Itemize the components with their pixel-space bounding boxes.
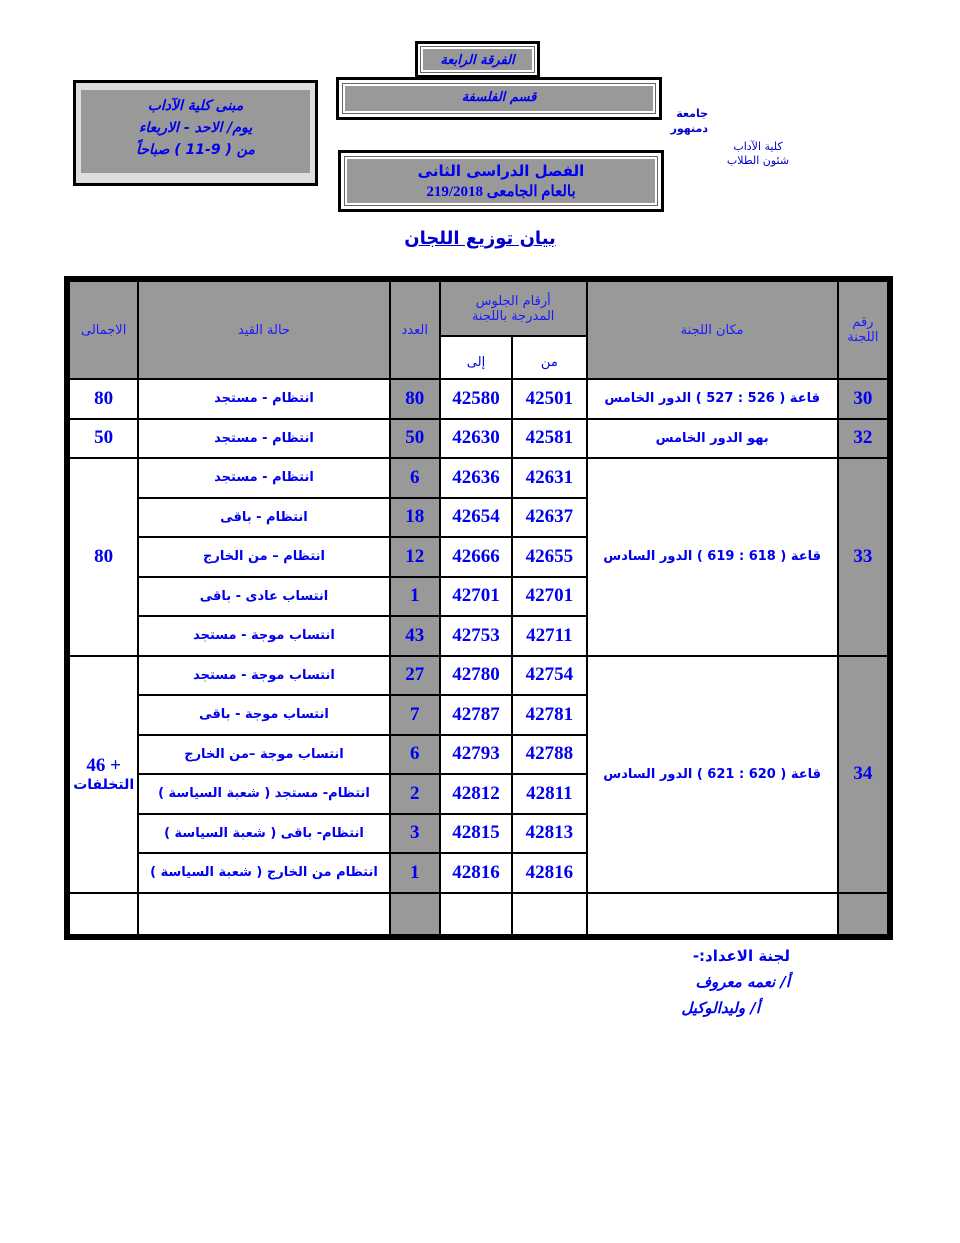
total: 80 xyxy=(70,459,137,655)
table-row xyxy=(70,459,887,497)
faculty-name xyxy=(718,140,798,168)
seat-from: 42781 xyxy=(513,696,585,734)
count: 50 xyxy=(391,420,439,458)
empty-cell xyxy=(839,894,887,934)
seat-to: 42787 xyxy=(441,696,511,734)
department-label: قسم الفلسفة xyxy=(343,84,655,113)
enrollment-status: انتظام - مستجد xyxy=(139,380,388,418)
venue-box xyxy=(73,80,318,186)
empty-cell xyxy=(588,894,837,934)
total: 50 xyxy=(70,420,137,458)
count: 7 xyxy=(391,696,439,734)
seat-from: 42631 xyxy=(513,459,585,497)
semester-box xyxy=(338,150,664,212)
seat-to: 42630 xyxy=(441,420,511,458)
header-row-1 xyxy=(70,282,887,335)
committee-no: 33 xyxy=(839,459,887,655)
committee-distribution-table xyxy=(64,276,893,940)
count: 2 xyxy=(391,775,439,813)
seat-to: 42753 xyxy=(441,617,511,655)
seat-from: 42813 xyxy=(513,815,585,853)
seat-to: 42654 xyxy=(441,499,511,537)
count: 18 xyxy=(391,499,439,537)
preparation-committee xyxy=(681,943,790,1021)
enrollment-status: انتظام- باقى ( شعبة السياسة ) xyxy=(139,815,388,853)
header-from: من xyxy=(513,337,585,378)
semester-line2: بالعام الجامعى 219/2018 xyxy=(426,184,576,200)
empty-cell xyxy=(70,894,137,934)
total-line2: التخلفات xyxy=(73,777,135,793)
seat-to: 42780 xyxy=(441,657,511,695)
enrollment-status: انتساب موجة - مستجد xyxy=(139,617,388,655)
seat-to: 42793 xyxy=(441,736,511,774)
preparation-member-1: أ/ نعمه معروف xyxy=(695,973,790,991)
count: 6 xyxy=(391,736,439,774)
venue-info xyxy=(81,90,310,173)
header-enrollment-status: حالة القيد xyxy=(139,282,388,378)
committee-place: قاعة ( 526 : 527 ) الدور الخامس xyxy=(588,380,837,418)
header-to: إلى xyxy=(441,337,511,378)
venue-line3: من ( 9-11 ) صباحاً xyxy=(136,142,255,158)
university-line2: دمنهور xyxy=(670,122,708,135)
header-seat-numbers: أرقام الجلوس المدرجة باللجنة xyxy=(441,282,586,335)
count: 1 xyxy=(391,578,439,616)
university-line1: جامعة xyxy=(676,107,708,120)
committee-no: 30 xyxy=(839,380,887,418)
seat-to: 42701 xyxy=(441,578,511,616)
empty-cell xyxy=(441,894,511,934)
enrollment-status: انتظام- مستجد ( شعبة السياسة ) xyxy=(139,775,388,813)
seat-from: 42655 xyxy=(513,538,585,576)
university-name xyxy=(655,106,708,136)
seat-from: 42637 xyxy=(513,499,585,537)
empty-cell xyxy=(139,894,388,934)
department-box xyxy=(336,77,662,120)
enrollment-status: انتظام – من الخارج xyxy=(139,538,388,576)
page-title: بيان توزيع اللجان xyxy=(404,228,556,249)
enrollment-status: انتساب موجة - باقى xyxy=(139,696,388,734)
total-cell xyxy=(70,657,137,892)
seat-from: 42788 xyxy=(513,736,585,774)
seat-from: 42811 xyxy=(513,775,585,813)
count: 3 xyxy=(391,815,439,853)
seat-from: 42701 xyxy=(513,578,585,616)
preparation-member-2: أ/ وليدالوكيل xyxy=(681,999,760,1017)
count: 27 xyxy=(391,657,439,695)
enrollment-status: انتساب موجة –من الخارج xyxy=(139,736,388,774)
committee-no: 34 xyxy=(839,657,887,892)
seat-to: 42816 xyxy=(441,854,511,892)
count: 80 xyxy=(391,380,439,418)
header-committee-no: رقم اللجنة xyxy=(839,282,887,378)
enrollment-status: انتظام - باقى xyxy=(139,499,388,537)
count: 43 xyxy=(391,617,439,655)
total-line1: 46 + xyxy=(86,755,121,776)
table-row xyxy=(70,657,887,695)
seat-from: 42754 xyxy=(513,657,585,695)
seat-to: 42580 xyxy=(441,380,511,418)
header-count: العدد xyxy=(391,282,439,378)
seat-to: 42812 xyxy=(441,775,511,813)
seat-from: 42816 xyxy=(513,854,585,892)
semester-line1: الفصل الدراسى الثانى xyxy=(417,162,585,180)
empty-cell xyxy=(513,894,585,934)
seat-from: 42711 xyxy=(513,617,585,655)
enrollment-status: انتساب موجة - مستجد xyxy=(139,657,388,695)
committee-no: 32 xyxy=(839,420,887,458)
table-row-empty xyxy=(70,894,887,934)
header-total: الاجمالى xyxy=(70,282,137,378)
committee-place: قاعة ( 618 : 619 ) الدور السادس xyxy=(588,459,837,655)
seat-to: 42815 xyxy=(441,815,511,853)
level-label: الفرقة الرابعة xyxy=(421,47,534,72)
enrollment-status: انتظام - مستجد xyxy=(139,459,388,497)
committee-place: قاعة ( 620 : 621 ) الدور السادس xyxy=(588,657,837,892)
venue-line2: يوم/ الاحد - الاربعاء xyxy=(138,120,253,136)
level-box xyxy=(415,41,540,78)
seat-from: 42581 xyxy=(513,420,585,458)
preparation-label: لجنة الاعداد:- xyxy=(692,947,790,965)
enrollment-status: انتساب عادى - باقى xyxy=(139,578,388,616)
header-committee-place: مكان اللجنة xyxy=(588,282,837,378)
seat-to: 42666 xyxy=(441,538,511,576)
table-row xyxy=(70,420,887,458)
faculty-line1: كلية الآداب xyxy=(733,140,783,153)
seat-from: 42501 xyxy=(513,380,585,418)
total: 80 xyxy=(70,380,137,418)
committee-place: بهو الدور الخامس xyxy=(588,420,837,458)
count: 6 xyxy=(391,459,439,497)
enrollment-status: انتظام - مستجد xyxy=(139,420,388,458)
venue-line1: مبنى كلية الآداب xyxy=(147,98,244,114)
count: 12 xyxy=(391,538,439,576)
faculty-line2: شئون الطلاب xyxy=(726,154,790,167)
semester-info xyxy=(345,157,657,205)
enrollment-status: انتظام من الخارج ( شعبة السياسة ) xyxy=(139,854,388,892)
table-row xyxy=(70,380,887,418)
seat-to: 42636 xyxy=(441,459,511,497)
count: 1 xyxy=(391,854,439,892)
empty-cell xyxy=(391,894,439,934)
